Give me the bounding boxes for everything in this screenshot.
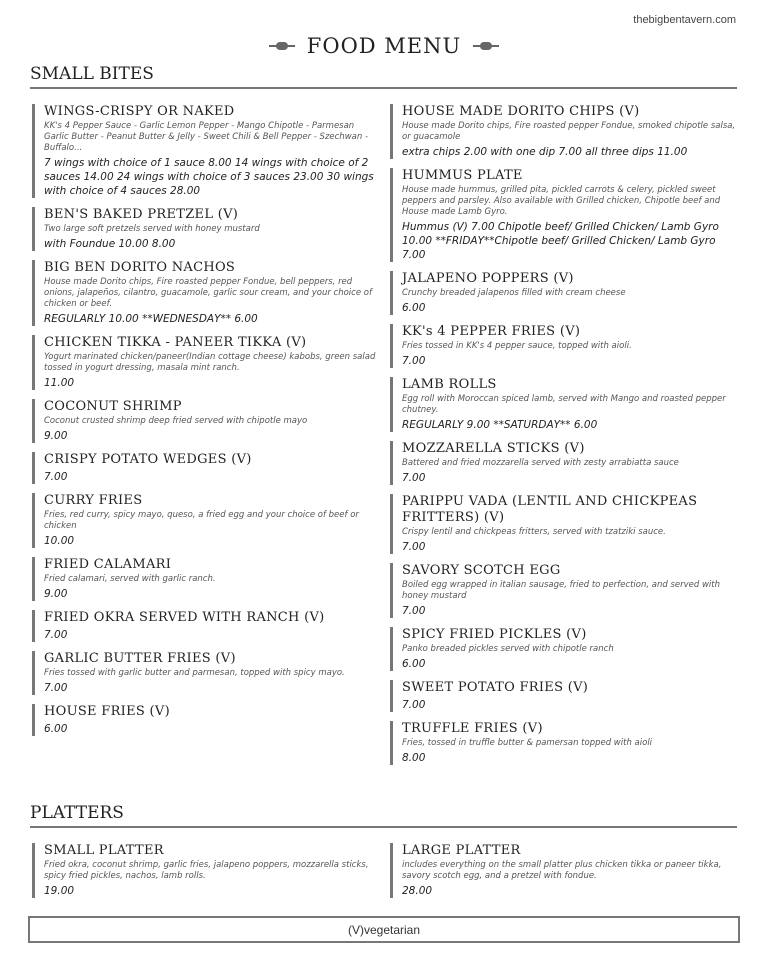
menu-item-description: Fries tossed with garlic butter and parmesan, topped with spicy mayo.: [44, 668, 345, 678]
menu-item-price: 6.00: [402, 658, 426, 670]
menu-item: [390, 441, 740, 485]
menu-item: [390, 324, 740, 368]
menu-item-name: HOUSE FRIES (V): [44, 704, 170, 719]
menu-item-description: Battered and fried mozzarella served with zesty arrabiatta sauce: [402, 458, 679, 468]
small-bites-left-column: [32, 104, 378, 745]
menu-item: [32, 104, 378, 198]
menu-item: [390, 168, 740, 262]
menu-item-price: 7.00: [44, 629, 68, 641]
menu-item: [32, 843, 378, 898]
menu-item-name: COCONUT SHRIMP: [44, 399, 182, 414]
menu-item: [32, 493, 378, 548]
menu-item-name: CHICKEN TIKKA - PANEER TIKKA (V): [44, 335, 307, 350]
menu-item-description: House made Dorito chips, Fire roasted pepper Fondue, bell peppers, red onions, jalapeños, cilantro, guacamole, garlic sour cream, and your choice of chicken or beef.: [44, 277, 372, 309]
menu-item-price: 7.00: [402, 605, 426, 617]
menu-item-price: with Foundue 10.00 8.00: [44, 238, 176, 250]
menu-item-description: Fries tossed in KK's 4 pepper sauce, topped with aioli.: [402, 341, 632, 351]
platters-left-column: [32, 843, 378, 907]
menu-item-price: 6.00: [402, 302, 426, 314]
menu-item-name: HOUSE MADE DORITO CHIPS (V): [402, 104, 640, 119]
menu-item-name: SMALL PLATTER: [44, 843, 164, 858]
menu-item-price: 7.00: [402, 541, 426, 553]
menu-item-name: SAVORY SCOTCH EGG: [402, 563, 561, 578]
menu-item: [390, 843, 740, 898]
menu-item-price: 7.00: [44, 682, 68, 694]
small-bites-right-column: [390, 104, 740, 774]
menu-item-name: BEN'S BAKED PRETZEL (V): [44, 207, 239, 222]
menu-item: [32, 207, 378, 251]
menu-item: [32, 335, 378, 390]
menu-item-name: KK's 4 PEPPER FRIES (V): [402, 324, 581, 339]
menu-item-description: Two large soft pretzels served with honey mustard: [44, 224, 260, 234]
menu-item-description: Crunchy breaded jalapenos filled with cream cheese: [402, 288, 626, 298]
page-title: FOOD MENU: [306, 34, 462, 58]
menu-item-price: 10.00: [44, 535, 75, 547]
menu-item: [390, 563, 740, 618]
menu-item-name: PARIPPU VADA (LENTIL AND CHICKPEAS FRITTERS) (V): [402, 494, 698, 525]
menu-item-description: Coconut crusted shrimp deep fried served with chipotle mayo: [44, 416, 308, 426]
menu-item-price: 8.00: [402, 752, 426, 764]
menu-item-price: 11.00: [44, 377, 75, 389]
menu-item-price: REGULARLY 10.00 **WEDNESDAY** 6.00: [44, 313, 258, 325]
menu-item-description: Panko breaded pickles served with chipotle ranch: [402, 644, 614, 654]
menu-item-name: CRISPY POTATO WEDGES (V): [44, 452, 252, 467]
menu-item-price: 7 wings with choice of 1 sauce 8.00 14 wings with choice of 2 sauces 14.00 24 wings with choice of 3 sauces 23.00 30 wings with choice of 4 sauces 28.00: [44, 157, 374, 197]
menu-item-description: Yogurt marinated chicken/paneer(Indian cottage cheese) kabobs, green salad tossed in yogurt dressing, masala mint ranch.: [44, 352, 376, 373]
menu-item: [32, 704, 378, 736]
menu-item-price: 7.00: [44, 471, 68, 483]
menu-item-description: KK's 4 Pepper Sauce - Garlic Lemon Pepper - Mango Chipotle - Parmesan Garlic Butter - Peanut Butter & Jelly - Sweet Chili & Bell Pepper - Szechwan - Buffalo...: [44, 121, 369, 153]
menu-item-description: Egg roll with Moroccan spiced lamb, served with Mango and roasted pepper chutney.: [402, 394, 726, 415]
menu-item: [390, 494, 740, 554]
menu-item-description: House made hummus, grilled pita, pickled carrots & celery, pickled sweet peppers and parsley. Also available with Grilled chicken, Chipotle beef and House made Lamb Gyro.: [402, 185, 721, 217]
platters-right-column: [390, 843, 740, 907]
section-heading-platters: PLATTERS: [30, 803, 737, 828]
menu-item-name: TRUFFLE FRIES (V): [402, 721, 543, 736]
menu-item-name: WINGS-CRISPY OR NAKED: [44, 104, 235, 119]
menu-item: [32, 399, 378, 443]
menu-item-description: House made Dorito chips, Fire roasted pepper Fondue, smoked chipotle salsa, or guacamole: [402, 121, 736, 142]
menu-item-name: FRIED CALAMARI: [44, 557, 172, 572]
menu-item-name: GARLIC BUTTER FRIES (V): [44, 651, 236, 666]
menu-item: [32, 452, 378, 484]
menu-item: [390, 627, 740, 671]
menu-item: [390, 377, 740, 432]
menu-item-price: 6.00: [44, 723, 68, 735]
menu-item-description: Crispy lentil and chickpeas fritters, served with tzatziki sauce.: [402, 527, 666, 537]
site-url: thebigbentavern.com: [633, 14, 736, 26]
menu-item: [390, 680, 740, 712]
vegetarian-legend: (V)vegetarian: [28, 916, 740, 943]
menu-item-price: 9.00: [44, 430, 68, 442]
menu-item: [390, 271, 740, 315]
menu-item-description: includes everything on the small platter plus chicken tikka or paneer tikka, savory scotch egg, and a pretzel with fondue.: [402, 860, 722, 881]
menu-item-name: CURRY FRIES: [44, 493, 143, 508]
menu-item-price: 28.00: [402, 885, 433, 897]
menu-item-name: JALAPENO POPPERS (V): [402, 271, 574, 286]
menu-item-name: HUMMUS PLATE: [402, 168, 523, 183]
menu-item-name: SPICY FRIED PICKLES (V): [402, 627, 587, 642]
menu-item-description: Fried okra, coconut shrimp, garlic fries, jalapeno poppers, mozzarella sticks, spicy fried pickles, nachos, lamb rolls.: [44, 860, 369, 881]
section-heading-small-bites: SMALL BITES: [30, 64, 737, 89]
menu-item: [390, 721, 740, 765]
menu-item-name: BIG BEN DORITO NACHOS: [44, 260, 236, 275]
menu-item: [32, 260, 378, 326]
menu-item-description: Fries, tossed in truffle butter & pamersan topped with aioli: [402, 738, 653, 748]
menu-item-price: Hummus (V) 7.00 Chipotle beef/ Grilled Chicken/ Lamb Gyro 10.00 **FRIDAY**Chipotle beef/ Grilled Chicken/ Lamb Gyro 7.00: [402, 221, 719, 261]
menu-item-price: extra chips 2.00 with one dip 7.00 all three dips 11.00: [402, 146, 688, 158]
right-ornament-icon: [473, 42, 499, 50]
menu-item: [390, 104, 740, 159]
menu-item-description: Fries, red curry, spicy mayo, queso, a fried egg and your choice of beef or chicken: [44, 510, 359, 531]
menu-item-description: Fried calamari, served with garlic ranch.: [44, 574, 216, 584]
menu-item-description: Boiled egg wrapped in italian sausage, fried to perfection, and served with honey mustard: [402, 580, 720, 601]
menu-item-price: 7.00: [402, 472, 426, 484]
left-ornament-icon: [269, 42, 295, 50]
menu-item-name: LARGE PLATTER: [402, 843, 521, 858]
menu-item: [32, 557, 378, 601]
menu-item: [32, 651, 378, 695]
menu-item-name: FRIED OKRA SERVED WITH RANCH (V): [44, 610, 325, 625]
menu-item-price: 19.00: [44, 885, 75, 897]
menu-item-price: 7.00: [402, 699, 426, 711]
menu-item-price: 7.00: [402, 355, 426, 367]
menu-title-row: [0, 34, 768, 58]
menu-item-name: MOZZARELLA STICKS (V): [402, 441, 585, 456]
menu-item-price: 9.00: [44, 588, 68, 600]
menu-item-price: REGULARLY 9.00 **SATURDAY** 6.00: [402, 419, 598, 431]
menu-item-name: LAMB ROLLS: [402, 377, 497, 392]
menu-item-name: SWEET POTATO FRIES (V): [402, 680, 589, 695]
menu-item: [32, 610, 378, 642]
